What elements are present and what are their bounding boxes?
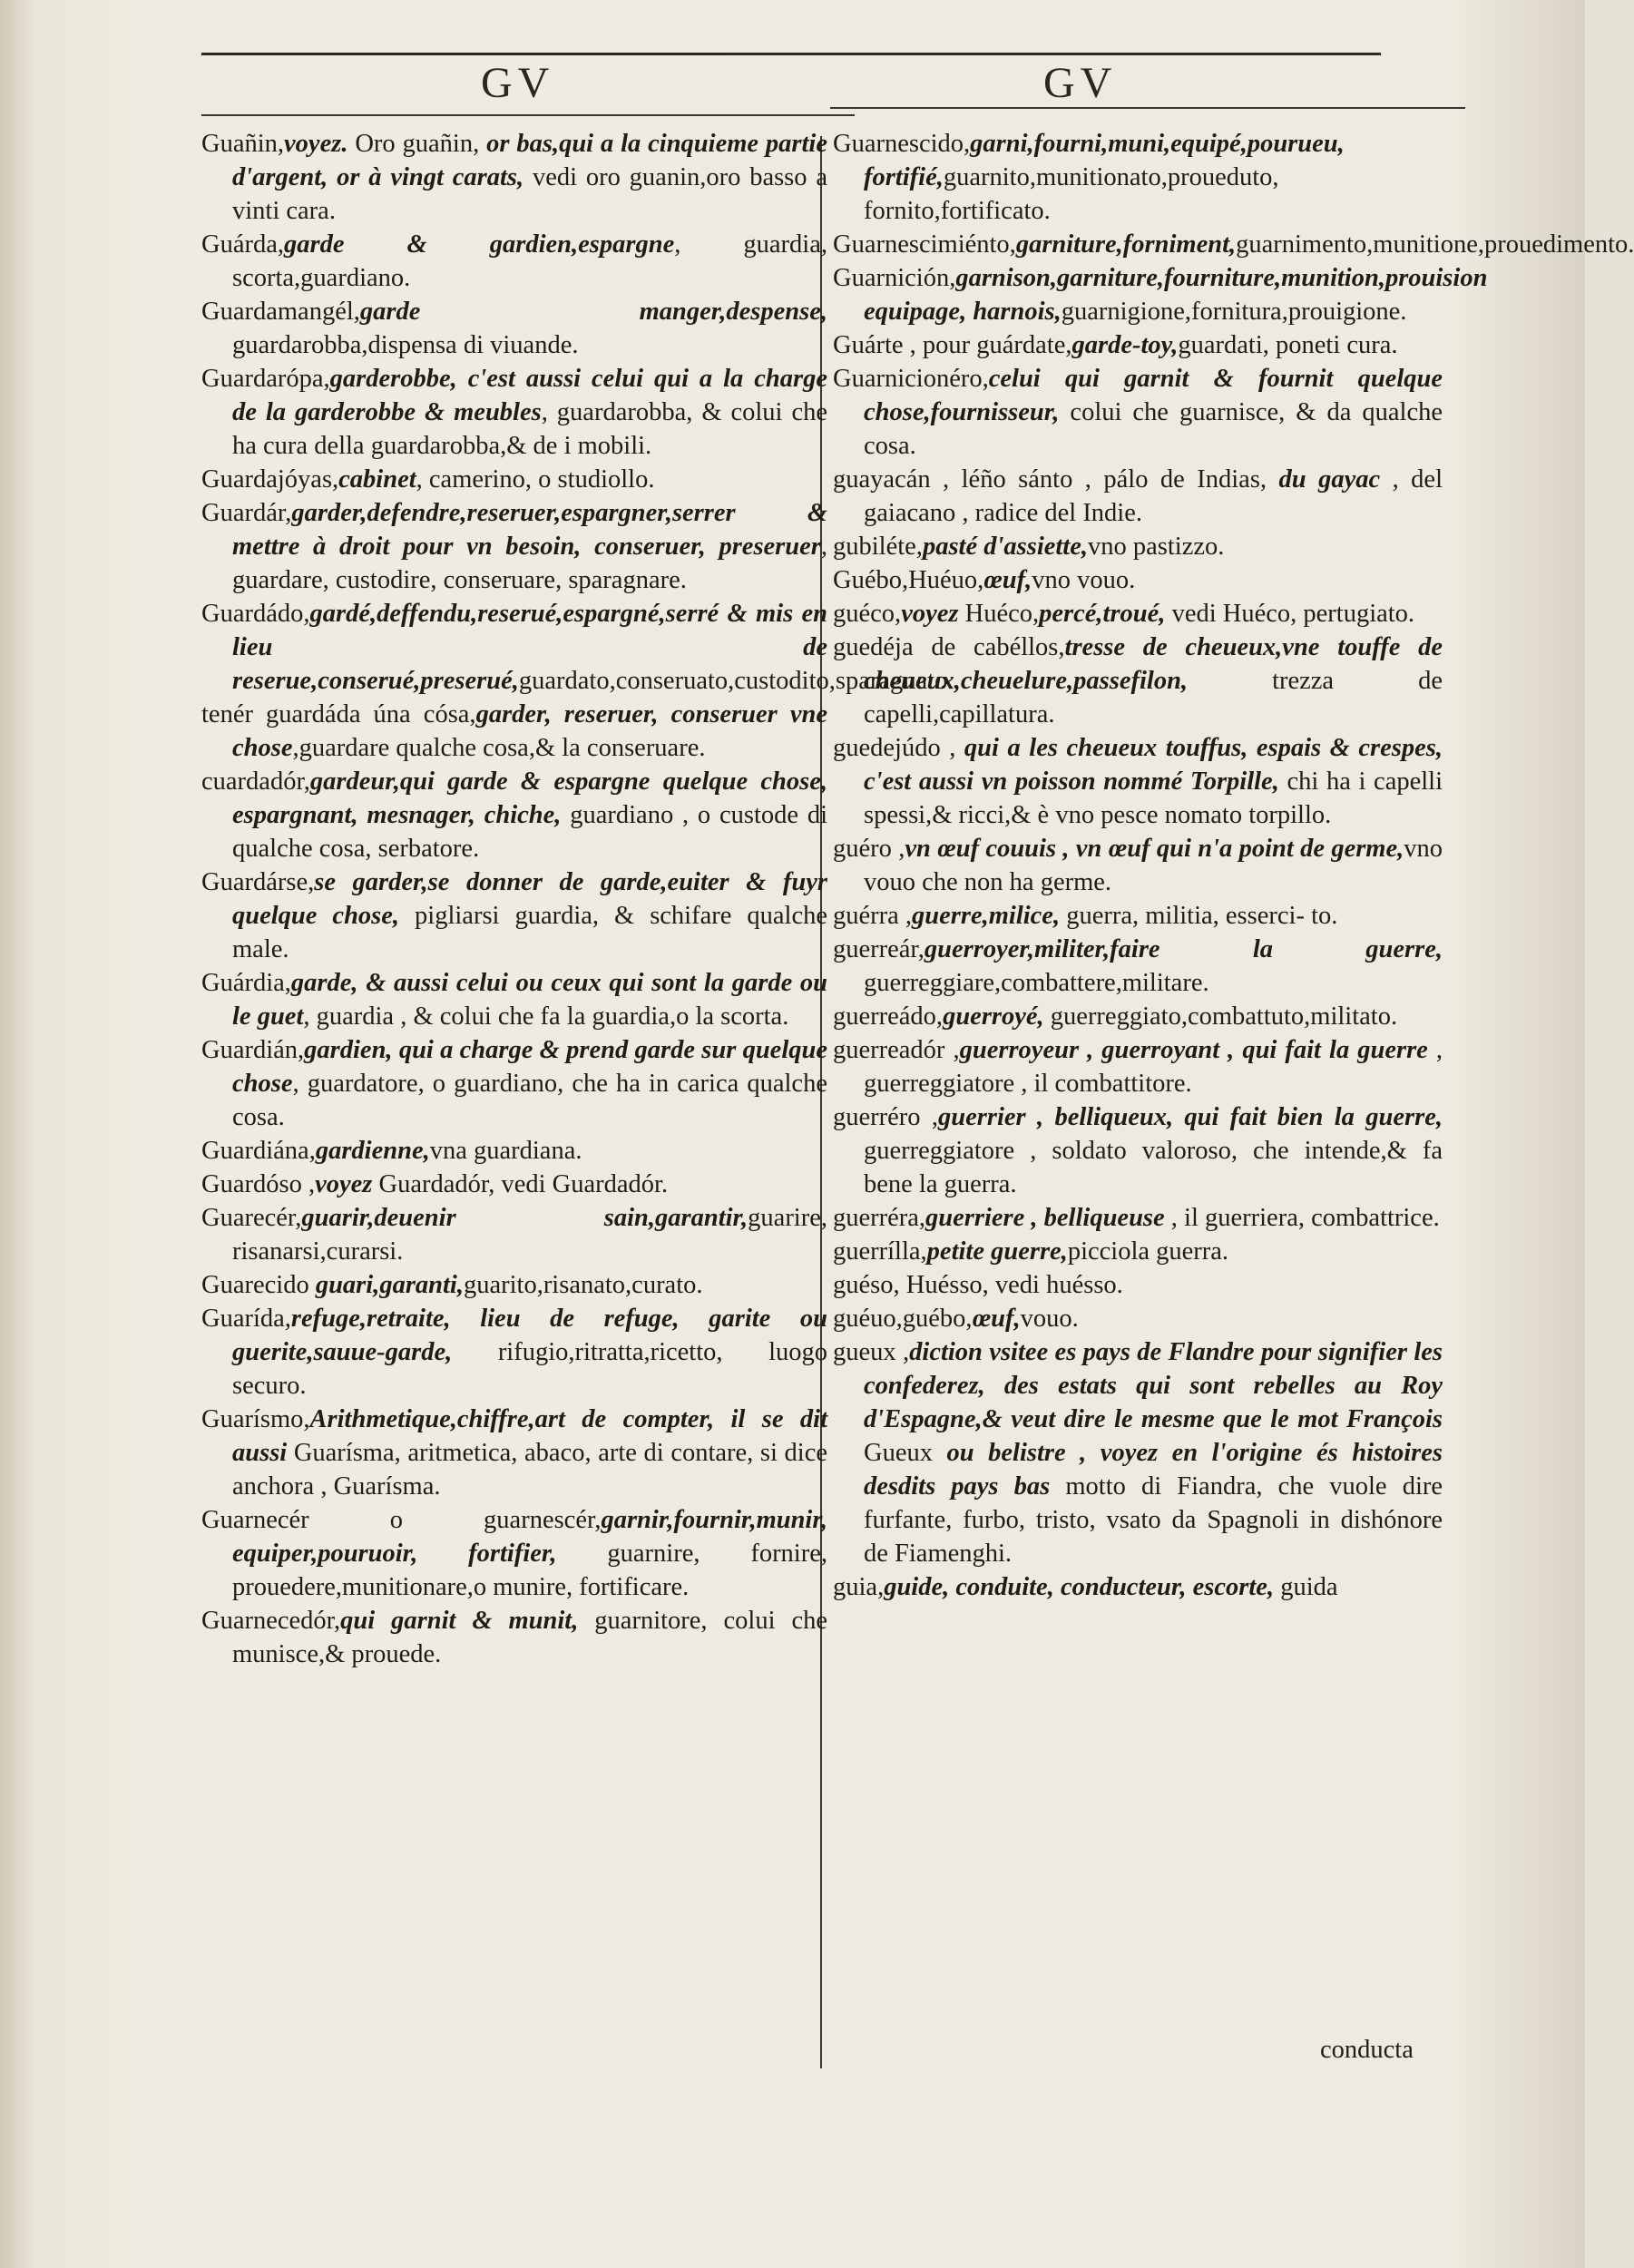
entry-headword: Guarecér, <box>201 1204 302 1232</box>
dictionary-entry <box>833 362 1443 463</box>
entry-french: petite guerre, <box>926 1237 1068 1266</box>
dictionary-entry <box>201 228 827 295</box>
dictionary-entry <box>201 1201 827 1268</box>
entry-french: garde & gardien,espargne <box>284 230 675 259</box>
dictionary-entry <box>833 1033 1443 1100</box>
dictionary-entry <box>201 496 827 597</box>
entry-headword: guerréro , <box>833 1103 939 1131</box>
entry-headword: Guárdia, <box>201 969 291 997</box>
entry-gloss: Guarísma, aritmetica, abaco, arte di contare, si dice anchora , Guarísma. <box>232 1439 827 1501</box>
dictionary-entry <box>833 731 1443 832</box>
entry-gloss: guida <box>1274 1573 1338 1601</box>
entry-gloss: guardiano , o custode di qualche cosa, serbatore. <box>232 801 828 863</box>
entry-french: vn œuf couuis , vn œuf qui n'a point de germe, <box>905 835 1404 863</box>
dictionary-entry <box>201 1268 827 1302</box>
entry-gloss: Huéco, <box>958 600 1040 628</box>
entry-gloss: vno vouo che non ha germe. <box>864 835 1443 896</box>
entry-french: guerroyeur , guerroyant , qui fait la guerre <box>959 1036 1428 1064</box>
entry-headword: guéro , <box>833 835 905 863</box>
entry-gloss: , il guerriera, combattrice. <box>1164 1204 1440 1232</box>
dictionary-entry <box>201 295 827 362</box>
dictionary-entry <box>201 765 827 865</box>
entry-french: guerroyer,militer,faire la guerre, <box>924 935 1443 963</box>
dictionary-entry <box>833 127 1443 228</box>
entry-headword: guayacán , léño sánto , pálo de Indias, <box>833 465 1267 494</box>
entry-french: pasté d'assiette, <box>922 533 1089 561</box>
entry-gloss: trezza de capelli,capillatura. <box>864 667 1443 728</box>
entry-french: Arithmetique,chiffre,art de compter, il se dit aussi <box>232 1405 827 1467</box>
entry-french: gardé,deffendu,reserué,espargné,serré & mis en lieu de reserue,conserué,preserué, <box>232 600 827 695</box>
dictionary-entry <box>833 1100 1443 1201</box>
dictionary-entry <box>833 463 1443 530</box>
entry-french: garderobbe, c'est aussi celui qui a la charge de la garderobbe & meubles <box>232 365 827 426</box>
dictionary-entry <box>833 1302 1443 1335</box>
entry-french: garde, & aussi celui ou ceux qui sont la garde ou le guet <box>232 969 827 1031</box>
entry-french: garder, reseruer, conseruer vne chose <box>232 700 827 762</box>
entry-headword: Guárte , pour guárdate, <box>833 331 1072 359</box>
dictionary-entry <box>833 933 1443 1000</box>
entry-gloss: vno vouo. <box>1032 566 1136 594</box>
entry-gloss: pigliarsi guardia, & schifare qualche male. <box>232 902 827 963</box>
entry-headword: guerrílla, <box>833 1237 927 1266</box>
header-rule-right <box>830 107 1465 109</box>
entry-french: guide, conduite, conducteur, escorte, <box>884 1573 1275 1601</box>
entry-french: garniture,forniment, <box>1015 230 1237 259</box>
dictionary-entry <box>201 362 827 463</box>
dictionary-entry <box>833 631 1443 731</box>
entry-french: gardeur,qui garde & espargne quelque chose, espargnant, mesnager, chiche, <box>232 767 827 829</box>
entry-french: cabinet <box>338 465 416 494</box>
entry-headword: Guardiána, <box>201 1137 316 1165</box>
right-column <box>833 127 1634 1604</box>
entry-gloss: vouo. <box>1020 1305 1079 1333</box>
entry-gloss: guarnire, fornire, prouedere,munitionare,o munire, fortificare. <box>232 1540 827 1601</box>
entry-french: voyez. <box>284 130 348 158</box>
entry-french: se garder,se donner de garde,euiter & fuyr quelque chose, <box>232 868 827 930</box>
catchword: conducta <box>1320 2036 1414 2064</box>
entry-gloss: vedi oro guanin,oro basso a vinti cara. <box>232 163 827 225</box>
entry-french: garder,defendre,reseruer,espargner,serrer & mettre à droit pour vn besoin, conseruer, preseruer <box>232 499 827 561</box>
entry-gloss: , camerino, o studiollo. <box>416 465 655 494</box>
entry-gloss: , guerreggiatore , il combattitore. <box>864 1036 1443 1098</box>
entry-headword: Guardádo, <box>201 600 310 628</box>
entry-gloss: , guardatore, o guardiano, che ha in carica qualche cosa. <box>232 1070 827 1131</box>
entry-headword: Guardárse, <box>201 868 315 896</box>
entry-headword: Guarecido <box>201 1271 309 1299</box>
entry-gloss: vna guardiana. <box>429 1137 582 1165</box>
entry-headword: gubiléte, <box>833 533 923 561</box>
entry-headword: Guardóso , <box>201 1170 316 1198</box>
entry-headword: guedéja de cabéllos, <box>833 633 1065 661</box>
entry-gloss: guarnito,munitionato,proueduto, fornito,fortificato. <box>864 163 1279 225</box>
entry-headword: cuardadór, <box>201 767 310 796</box>
dictionary-entry <box>201 865 827 966</box>
entry-headword: guéuo,guébo, <box>833 1305 973 1333</box>
dictionary-entry <box>201 1134 827 1168</box>
entry-french: qui garnit & munit, <box>340 1607 579 1635</box>
entry-gloss: rifugio,ritratta,ricetto, luogo securo. <box>232 1338 827 1400</box>
dictionary-entry <box>833 328 1443 362</box>
entry-headword: Guarnicionéro, <box>833 365 989 393</box>
entry-french: diction vsitee es pays de Flandre pour signifier les confederez, des estats qui sont rebelles au Roy d'Espagne,& veut dire le mesme que le mot François <box>864 1338 1443 1433</box>
entry-headword: guedejúdo , <box>833 734 956 762</box>
entry-french: tresse de cheueux,vne touffe de cheueux,cheuelure,passefilon, <box>864 633 1443 695</box>
dictionary-entry <box>201 1503 827 1604</box>
running-head-left: GV <box>481 59 555 107</box>
dictionary-entry <box>833 1268 1443 1302</box>
entry-french: du gayac <box>1267 465 1381 494</box>
dictionary-entry <box>201 966 827 1033</box>
entry-french: garni,fourni,muni,equipé,pourueu, fortifié, <box>864 130 1345 191</box>
entry-headword: Guarída, <box>201 1305 291 1333</box>
dictionary-entry <box>833 1335 1443 1570</box>
dictionary-entry <box>833 832 1443 899</box>
entry-french: celui qui garnit & fournit quelque chose,fournisseur, <box>864 365 1443 426</box>
entry-headword: Guarnecér o guarnescér, <box>201 1506 602 1534</box>
entry-headword: gueux , <box>833 1338 910 1366</box>
entry-headword: guerreadór , <box>833 1036 960 1064</box>
entry-headword: Guarnecedór, <box>201 1607 341 1635</box>
entry-headword: Guarnición, <box>833 264 956 292</box>
entry-french: garde-toy, <box>1071 331 1179 359</box>
entry-french: voyez <box>901 600 959 628</box>
entry-french: gardien, qui a charge & prend garde sur quelque chose <box>232 1036 827 1098</box>
entry-french: percé,troué, <box>1039 600 1166 628</box>
entry-headword: guérra , <box>833 902 913 930</box>
entry-headword: Guarnescido, <box>833 130 971 158</box>
entry-french: qui a les cheueux touffus, espais & crespes, c'est aussi vn poisson nommé Torpille, <box>864 734 1443 796</box>
dictionary-entry <box>833 563 1443 597</box>
entry-gloss: motto di Fiandra, che vuole dire furfante, furbo, tristo, vsato da Spagnoli in dishónore de Fiamenghi. <box>864 1472 1443 1568</box>
entry-gloss: guarire, risanarsi,curarsi. <box>232 1204 827 1266</box>
entry-headword: Guardarópa, <box>201 365 330 393</box>
dictionary-entry <box>833 228 1634 261</box>
dictionary-entry <box>833 261 1488 328</box>
entry-french: œuf, <box>983 566 1032 594</box>
dictionary-entry <box>833 1570 1443 1604</box>
dictionary-entry <box>201 1604 827 1671</box>
entry-french: garnison,garniture,fourniture,munition,prouision equipage, harnois, <box>864 264 1488 326</box>
entry-gloss: guerra, militia, esserci- to. <box>1060 902 1338 930</box>
dictionary-entry <box>833 899 1443 933</box>
entry-french: guerrier , belliqueux, qui fait bien la guerre, <box>938 1103 1443 1131</box>
entry-gloss: guerreggiare,combattere,militare. <box>864 969 1209 997</box>
entry-french: ou belistre , voyez en l'origine és histoires desdits pays bas <box>864 1439 1443 1501</box>
entry-headword: Guardamangél, <box>201 298 360 326</box>
entry-gloss: guardarobba,dispensa di viuande. <box>232 331 579 359</box>
entry-french: garnir,fournir,munir, equiper,pouruoir, fortifier, <box>232 1506 827 1568</box>
entry-french: gardienne, <box>315 1137 430 1165</box>
entry-french: guari,garanti, <box>308 1271 464 1299</box>
entry-gloss: ,guardare qualche cosa,& la conseruare. <box>292 734 706 762</box>
entry-gloss: Gueux <box>864 1439 947 1467</box>
dictionary-entry <box>201 1168 827 1201</box>
entry-gloss: guerreggiato,combattuto,militato. <box>1043 1002 1398 1031</box>
entry-gloss: guarnitore, colui che munisce,& prouede. <box>232 1607 828 1668</box>
entry-gloss: Guardadór, vedi Guardadór. <box>372 1170 669 1198</box>
entry-headword: Guarnescimiénto, <box>833 230 1016 259</box>
entry-french: garde manger,despense, <box>359 298 827 326</box>
entry-headword: Guardajóyas, <box>201 465 339 494</box>
entry-gloss: picciola guerra. <box>1067 1237 1229 1266</box>
entry-headword: Guarísmo, <box>201 1405 310 1433</box>
entry-headword: Guardián, <box>201 1036 305 1064</box>
entry-gloss: , guardare, custodire, conseruare, sparagnare. <box>232 533 827 594</box>
top-rule <box>201 53 1381 55</box>
entry-gloss: vno pastizzo. <box>1088 533 1225 561</box>
header-rule-left <box>201 114 855 116</box>
dictionary-entry <box>833 1201 1443 1235</box>
dictionary-entry <box>201 1033 827 1134</box>
entry-gloss: guardato,conseruato,custodito,sparagnato. <box>518 667 954 695</box>
entry-french: guerroyé, <box>943 1002 1044 1031</box>
dictionary-entry <box>201 127 827 228</box>
entry-headword: guéso, Huésso, <box>833 1271 989 1299</box>
entry-gloss: , guardia , & colui che fa la guardia,o la scorta. <box>303 1002 789 1031</box>
dictionary-entry <box>201 1403 827 1503</box>
entry-headword: guia, <box>833 1573 885 1601</box>
entry-gloss: vedi Huéco, pertugiato. <box>1165 600 1415 628</box>
entry-gloss: guarnigione,fornitura,prouigione. <box>1061 298 1407 326</box>
entry-headword: Guardár, <box>201 499 292 527</box>
entry-french: guerre,milice, <box>912 902 1061 930</box>
entry-french: œuf, <box>972 1305 1021 1333</box>
entry-french: voyez <box>315 1170 373 1198</box>
entry-gloss: guarito,risanato,curato. <box>463 1271 703 1299</box>
dictionary-entry <box>833 597 1443 631</box>
entry-headword: Guañin, <box>201 130 285 158</box>
entry-gloss: guerreggiatore , soldato valoroso, che intende,& fa bene la guerra. <box>864 1137 1443 1198</box>
entry-gloss: , del gaiacano , radice del Indie. <box>864 465 1443 527</box>
entry-gloss: Oro guañin, <box>347 130 487 158</box>
entry-french: refuge,retraite, lieu de refuge, garite ou guerite,sauue-garde, <box>232 1305 827 1366</box>
entry-gloss: vedi huésso. <box>988 1271 1123 1299</box>
dictionary-entry <box>201 463 827 496</box>
entry-headword: guéco, <box>833 600 902 628</box>
entry-headword: Guárda, <box>201 230 284 259</box>
dictionary-entry <box>833 1235 1443 1268</box>
entry-french: or bas,qui a la cinquieme partie d'argent, or à vingt carats, <box>232 130 828 191</box>
entry-gloss: , guardia, scorta,guardiano. <box>232 230 827 292</box>
entry-french: guarir,deuenir sain,garantir, <box>301 1204 749 1232</box>
entry-headword: Guébo,Huéuo, <box>833 566 984 594</box>
running-head-right: GV <box>1043 59 1118 107</box>
dictionary-entry <box>201 698 827 765</box>
entry-french: guerriere , belliqueuse <box>925 1204 1165 1232</box>
entry-headword: guerreádo, <box>833 1002 944 1031</box>
entry-headword: guerréra, <box>833 1204 926 1232</box>
entry-gloss: , guardarobba, & colui che ha cura della guardarobba,& de i mobili. <box>232 398 827 460</box>
entry-gloss: chi ha i capelli spessi,& ricci,& è vno pesce nomato torpillo. <box>864 767 1443 829</box>
entry-headword: guerreár, <box>833 935 925 963</box>
entry-headword: tenér guardáda úna cósa, <box>201 700 476 728</box>
dictionary-entry <box>833 530 1443 563</box>
entry-gloss: colui che guarnisce, & da qualche cosa. <box>864 398 1443 460</box>
dictionary-entry <box>833 1000 1443 1033</box>
entry-gloss: guardati, poneti cura. <box>1178 331 1398 359</box>
entry-gloss: guarnimento,munitione,prouedimento. <box>1236 230 1634 259</box>
dictionary-entry <box>201 1302 827 1403</box>
